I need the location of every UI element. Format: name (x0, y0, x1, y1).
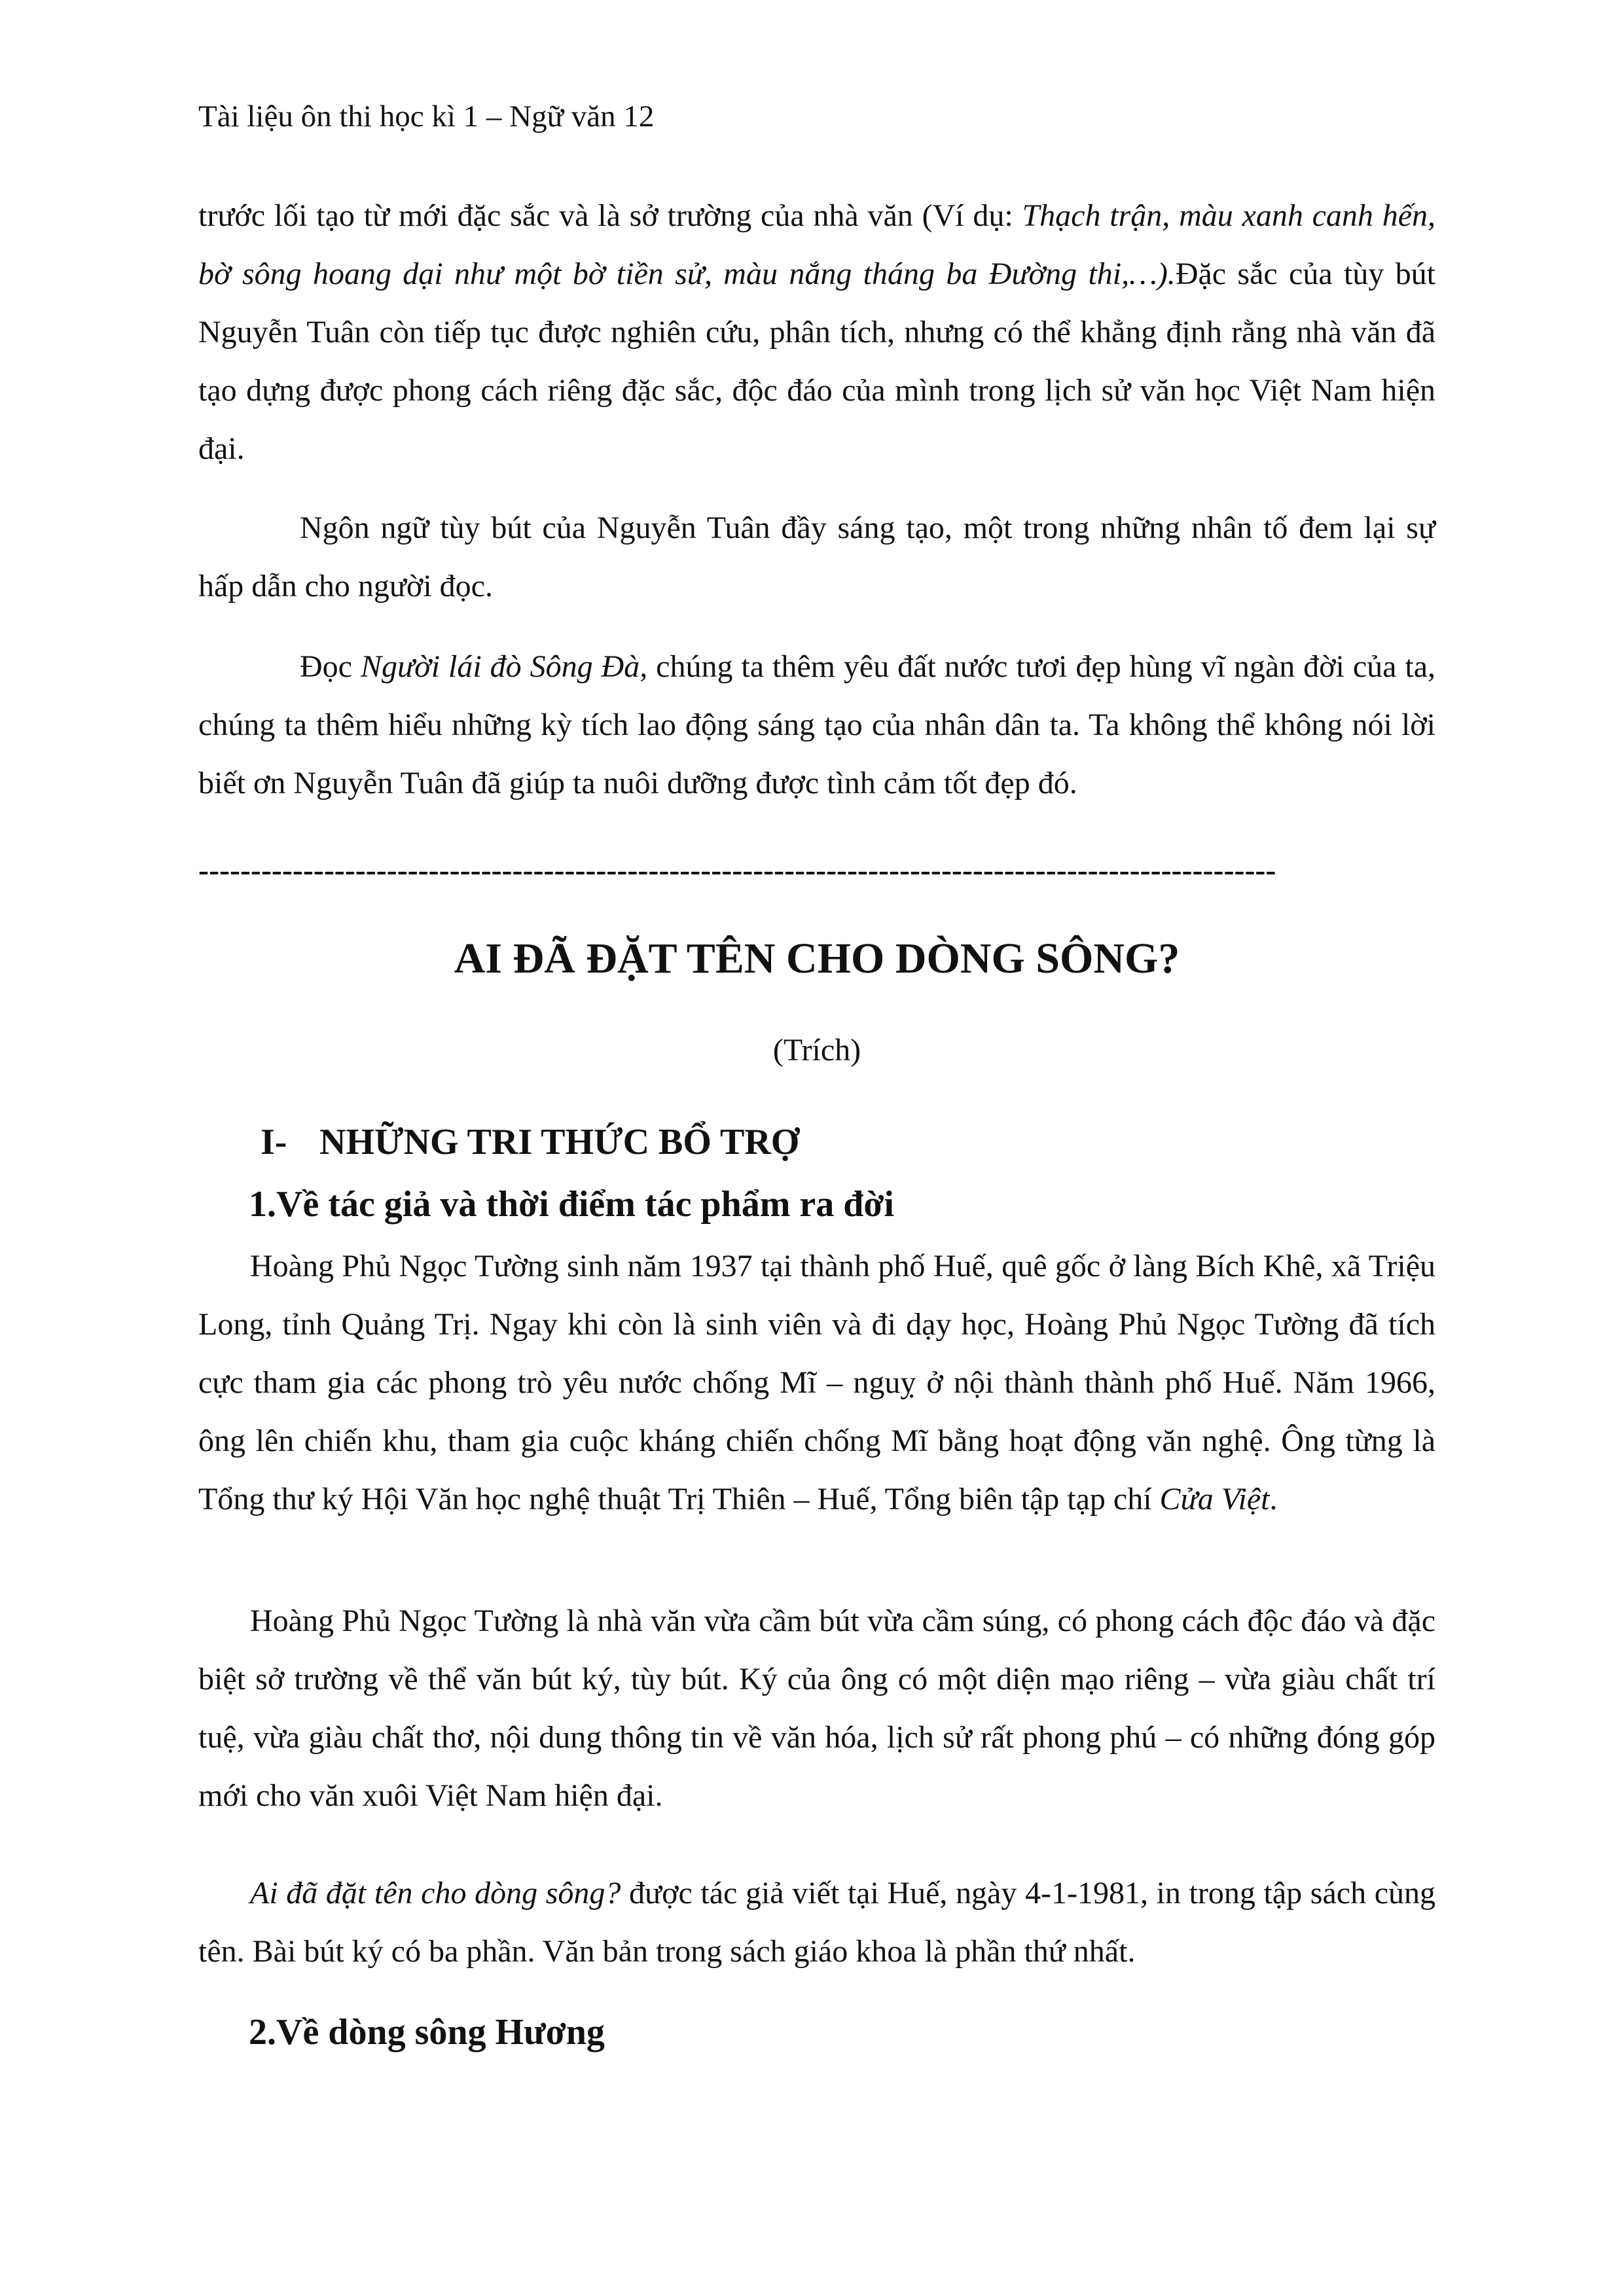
text: trước lối tạo từ mới đặc sắc và là sở trường của nhà văn (Ví dụ: (198, 198, 1022, 233)
article-subtitle: (Trích) (772, 1033, 861, 1067)
italic-work-title: Người lái đò Sông Đà, (360, 649, 648, 684)
article-title: AI ĐÃ ĐẶT TÊN CHO DÒNG SÔNG? (454, 935, 1180, 982)
text: . (1269, 1482, 1278, 1516)
text: Đặc sắc của tùy bút Nguyễn Tuân còn tiếp tục được nghiên cứu, phân tích, nhưng có thể khẳng định rằng nhà văn đã tạo dựng được phong cách riêng đặc sắc, độc đáo của mình trong lịch sử văn học Việt Nam hiện đại. (198, 257, 1436, 466)
text: Hoàng Phủ Ngọc Tường sinh năm 1937 tại thành phố Huế, quê gốc ở làng Bích Khê, xã Triệu Long, tỉnh Quảng Trị. Ngay khi còn là sinh viên và đi dạy học, Hoàng Phủ Ngọc Tường đã tích cực tham gia các phong trò yêu nước chống Mĩ – nguỵ ở nội thành thành phố Huế. Năm 1966, ông lên chiến khu, tham gia cuộc kháng chiến chống Mĩ bằng hoạt động văn nghệ. Ông từng là Tổng thư ký Hội Văn học nghệ thuật Trị Thiên – Huế, Tổng biên tập tạp chí (198, 1249, 1435, 1516)
text: Đọc (300, 649, 361, 684)
paragraph-author-style: Hoàng Phủ Ngọc Tường là nhà văn vừa cầm bút vừa cầm súng, có phong cách độc đáo và đặc biệt sở trường về thể văn bút ký, tùy bút. Ký của ông có một diện mạo riêng – vừa giàu chất trí tuệ, vừa giàu chất thơ, nội dung thông tin về văn hóa, lịch sử rất phong phú – có những đóng góp mới cho văn xuôi Việt Nam hiện đại. (198, 1604, 1435, 1813)
paragraph-language: Ngôn ngữ tùy bút của Nguyễn Tuân đầy sáng tạo, một trong những nhân tố đem lại sự hấp dẫn cho người đọc. (198, 511, 1435, 603)
italic-magazine: Cửa Việt (1159, 1482, 1270, 1516)
paragraph-work-info (198, 1864, 1435, 1981)
text: chúng ta thêm yêu đất nước tươi đẹp hùng vĩ ngàn đời của ta, chúng ta thêm hiểu những kỳ tích lao động sáng tạo của nhân dân ta. Ta không thể không nói lời biết ơn Nguyễn Tuân đã giúp ta nuôi dưỡng được tình cảm tốt đẹp đó. (198, 649, 1436, 800)
italic-examples: Thạch trận, màu xanh canh hến, bờ sông hoang dại như một bờ tiền sử, màu nắng tháng ba Đường thi,…). (198, 198, 1436, 291)
section-number: I- (261, 1122, 287, 1162)
subsection-heading-river: 2.Về dòng sông Hương (249, 2012, 605, 2053)
subsection-heading-author: 1.Về tác giả và thời điểm tác phẩm ra đời (249, 1184, 894, 1225)
section-label: NHỮNG TRI THỨC BỔ TRỢ (319, 1122, 800, 1162)
paragraph-nguyen-tuan-style (198, 187, 1435, 478)
paragraph-conclusion (198, 637, 1435, 812)
text: được tác giả viết tại Huế, ngày 4-1-1981, in trong tập sách cùng tên. Bài bút ký có ba phần. Văn bản trong sách giáo khoa là phần thứ nhất. (198, 1876, 1436, 1969)
section-heading (261, 1116, 799, 1168)
italic-work-title: Ai đã đặt tên cho dòng sông? (250, 1876, 621, 1910)
page-header: Tài liệu ôn thi học kì 1 – Ngữ văn 12 (198, 99, 655, 134)
paragraph-author-bio (198, 1237, 1435, 1528)
section-divider: ------------------------------------------------------------------------------------------------------- (198, 853, 1276, 888)
